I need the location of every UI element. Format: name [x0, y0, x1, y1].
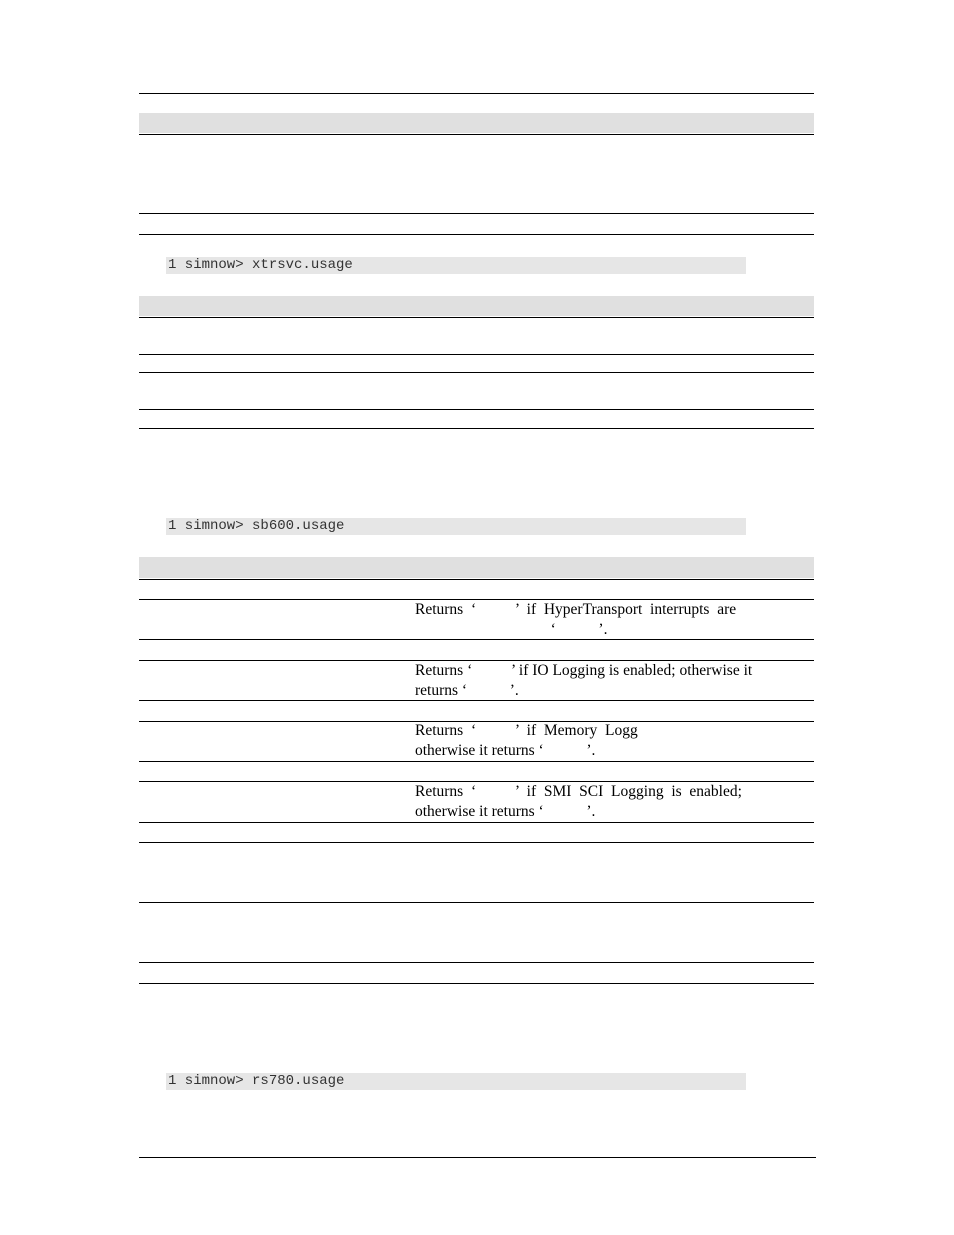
- table-cell-description: [415, 721, 805, 760]
- code-block-xtrsvc: 1 simnow> xtrsvc.usage: [166, 257, 746, 274]
- table-rule: [139, 354, 814, 355]
- table-header-band: [139, 113, 814, 133]
- page-footer-rule: [139, 1157, 816, 1158]
- table-rule: [139, 962, 814, 963]
- table-rule: [139, 902, 814, 903]
- table-rule: [139, 842, 814, 843]
- table-header-band: [139, 557, 814, 578]
- description-line: ‘ ’.: [415, 620, 608, 638]
- table-cell-description: [415, 782, 805, 821]
- table-cell-description: [415, 600, 805, 639]
- description-line: Returns ‘ ’ if SMI SCI Logging is enabled;: [415, 783, 742, 800]
- table-rule: [139, 700, 814, 701]
- table-rule: [139, 213, 814, 214]
- table-rule: [139, 134, 814, 135]
- table-rule: [139, 234, 814, 235]
- description-line: Returns ‘ ’ if HyperTransport interrupts are: [415, 601, 737, 618]
- table-rule: [139, 93, 814, 94]
- table-rule: [139, 428, 814, 429]
- code-block-rs780: 1 simnow> rs780.usage: [166, 1073, 746, 1090]
- code-block-sb600: 1 simnow> sb600.usage: [166, 518, 746, 535]
- description-line: otherwise it returns ‘ ’.: [415, 802, 596, 820]
- description-line: Returns ‘ ’ if IO Logging is enabled; otherwise it: [415, 662, 753, 679]
- table-rule: [139, 409, 814, 410]
- table-cell-description: [415, 661, 805, 700]
- table-rule: [139, 822, 814, 823]
- table-rule: [139, 579, 814, 580]
- table-rule: [139, 761, 814, 762]
- description-line: Returns ‘ ’ if Memory Logg: [415, 722, 638, 739]
- table-rule: [139, 983, 814, 984]
- table-header-band: [139, 296, 814, 316]
- description-line: otherwise it returns ‘ ’.: [415, 741, 596, 759]
- table-rule: [139, 639, 814, 640]
- description-line: returns ‘ ’.: [415, 681, 519, 699]
- table-rule: [139, 372, 814, 373]
- table-rule: [139, 317, 814, 318]
